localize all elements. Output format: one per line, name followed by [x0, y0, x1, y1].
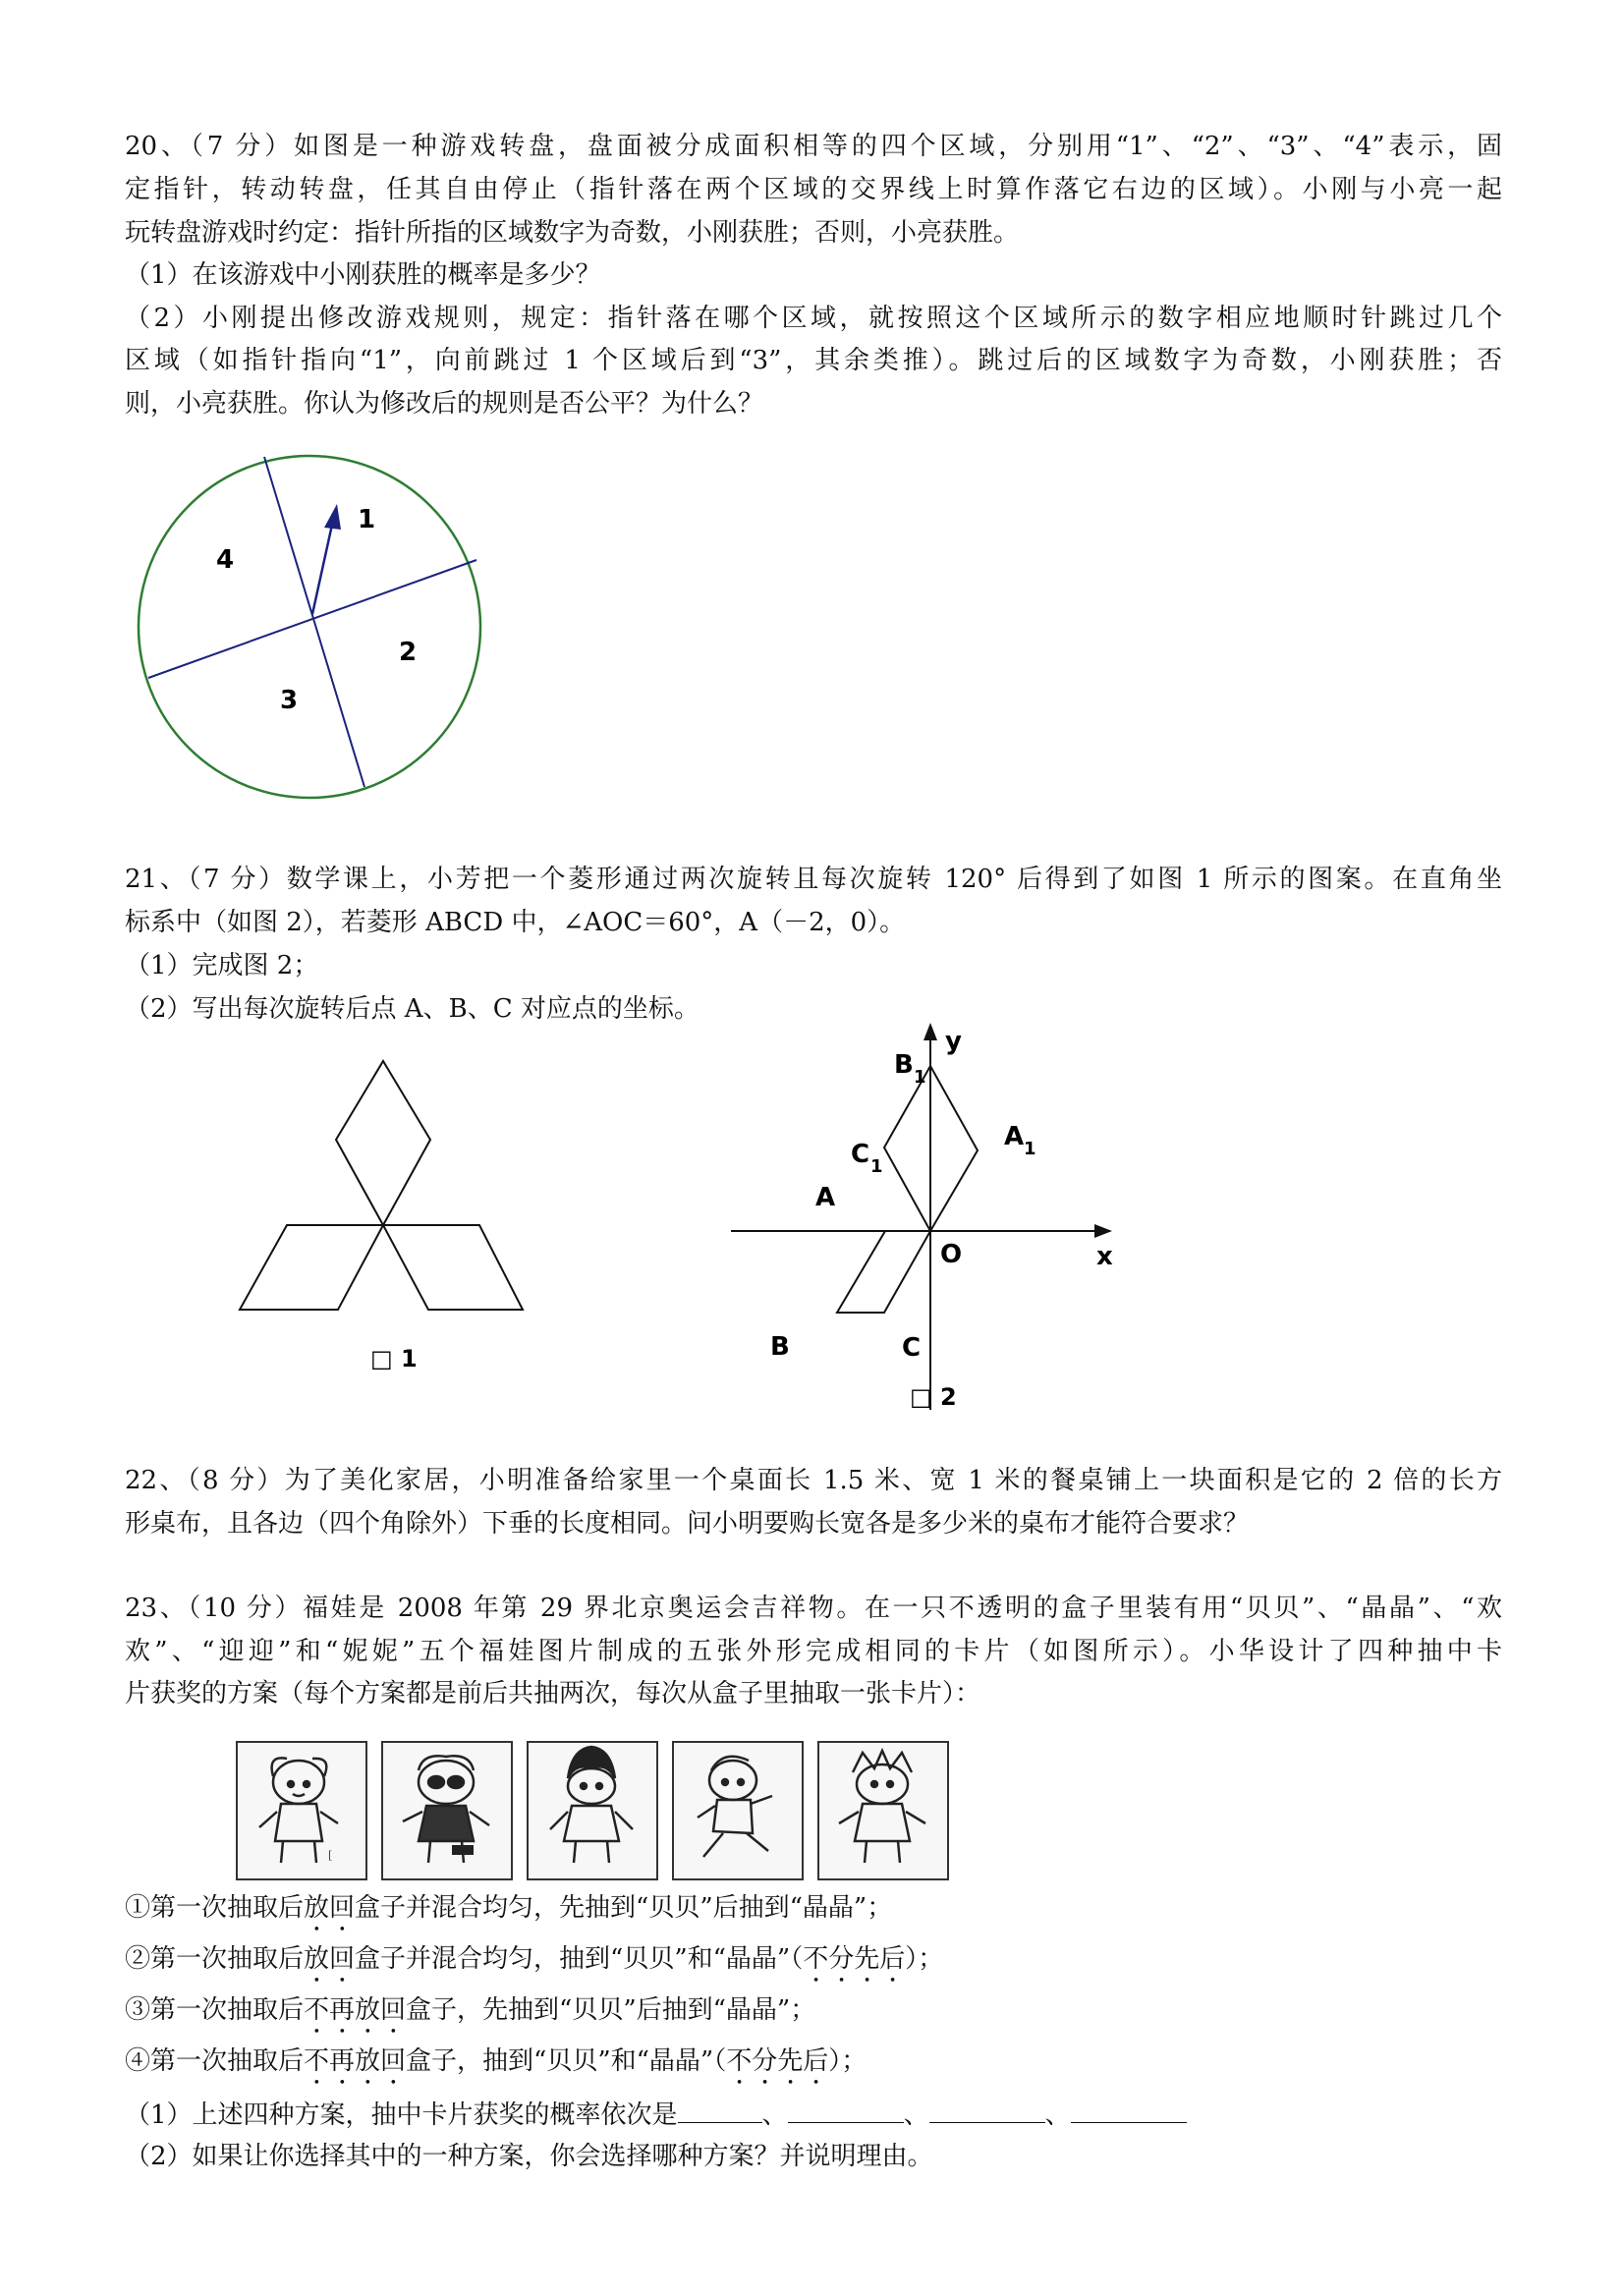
- answer-blank-4[interactable]: [1071, 2099, 1187, 2123]
- q21-line: 21、（7 分）数学课上，小芳把一个菱形通过两次旋转且每次旋转 120° 后得到了如图 1 所示的图案。在直角坐: [125, 865, 1502, 894]
- mascot-yingying-image: [674, 1743, 802, 1878]
- scheme-4: [125, 2046, 867, 2091]
- mascot-card-beibei: [236, 1741, 367, 1880]
- spinner-divider: [148, 560, 476, 678]
- mascot-card-nini: [817, 1741, 949, 1880]
- mascot-beibei-image: [238, 1743, 365, 1878]
- scheme-text: ）；: [828, 2046, 867, 2076]
- scheme-text: ①第一次抽取后: [125, 1893, 305, 1923]
- mascot-card-huanhuan: [527, 1741, 658, 1880]
- q20-sub2: （2）小刚提出修改游戏规则，规定：指针落在哪个区域，就按照这个区域所示的数字相应地顺时针跳过几个: [125, 304, 1502, 333]
- x-axis-arrow: [1094, 1224, 1112, 1238]
- mascot-card-jingjing: [381, 1741, 513, 1880]
- blank-separator: 、: [1044, 2100, 1071, 2130]
- point-label-a1-sub: 1: [1024, 1139, 1036, 1159]
- rhombus-top: [336, 1061, 430, 1225]
- scheme-3: [125, 1995, 815, 2040]
- scheme-emphasis: 不分先后: [726, 2046, 829, 2076]
- scheme-emphasis: 放回: [304, 1893, 356, 1923]
- scheme-text: 盒子，抽到“贝贝”和“晶晶”（: [406, 2046, 727, 2076]
- axis-label-x: x: [1096, 1242, 1113, 1271]
- answer-blank-3[interactable]: [929, 2099, 1045, 2123]
- scheme-text: 盒子并混合均匀，先抽到“贝贝”后抽到“晶晶”；: [355, 1893, 893, 1923]
- answer-blank-1[interactable]: [678, 2099, 762, 2123]
- region-label-2: 2: [399, 638, 418, 667]
- answer-blank-2[interactable]: [788, 2099, 904, 2123]
- mascot-nini-image: [819, 1743, 947, 1878]
- spinner-figure: [128, 447, 491, 811]
- q20-sub1: （1）在该游戏中小刚获胜的概率是多少？: [125, 260, 601, 290]
- q20-line: 玩转盘游戏时约定：指针所指的区域数字为奇数，小刚获胜；否则，小亮获胜。: [125, 218, 1020, 248]
- figure-2-caption: □ 2: [910, 1383, 957, 1411]
- figure-1: [226, 1061, 540, 1385]
- rhombus-left: [240, 1225, 383, 1310]
- q20-line: 20、（7 分）如图是一种游戏转盘，盘面被分成面积相等的四个区域，分别用“1”、“2”、“3”、“4”表示，固: [125, 132, 1502, 161]
- scheme-emphasis: 不再放回: [304, 2046, 407, 2076]
- mascot-card-yingying: [672, 1741, 804, 1880]
- spinner-divider: [264, 457, 364, 787]
- region-label-1: 1: [358, 505, 376, 534]
- axis-label-y: y: [945, 1027, 962, 1056]
- svg-text:[: [: [328, 1849, 333, 1862]
- q21-sub2: （2）写出每次旋转后点 A、B、C 对应点的坐标。: [125, 994, 700, 1024]
- q22-line: 22、（8 分）为了美化家居，小明准备给家里一个桌面长 1.5 米、宽 1 米的餐桌铺上一块面积是它的 2 倍的长方: [125, 1466, 1502, 1495]
- y-axis-arrow: [923, 1023, 937, 1040]
- point-label-b: B: [770, 1332, 790, 1362]
- point-label-a1: A: [1004, 1122, 1025, 1151]
- scheme-text: 盒子，先抽到“贝贝”后抽到“晶晶”；: [406, 1995, 816, 2025]
- point-label-c1-sub: 1: [870, 1156, 883, 1177]
- spinner-pointer: [312, 516, 334, 614]
- point-label-b1: B: [894, 1050, 914, 1080]
- scheme-emphasis: 放回: [304, 1944, 356, 1974]
- point-label-c: C: [902, 1333, 922, 1363]
- region-label-4: 4: [216, 545, 235, 575]
- figure-1-caption: □ 1: [370, 1345, 418, 1372]
- pointer-arrowhead: [324, 504, 341, 530]
- mascot-huanhuan-image: [529, 1743, 656, 1878]
- scheme-emphasis: 不分先后: [803, 1944, 906, 1974]
- mascot-jingjing-image: [383, 1743, 511, 1878]
- scheme-text: ）；: [905, 1944, 944, 1974]
- point-label-b1-sub: 1: [914, 1067, 926, 1088]
- q21-sub1: （1）完成图 2；: [125, 951, 319, 980]
- scheme-1: [125, 1893, 892, 1937]
- q23-line: 23、（10 分）福娃是 2008 年第 29 界北京奥运会吉祥物。在一只不透明的盒子里装有用“贝贝”、“晶晶”、“欢: [125, 1594, 1502, 1623]
- q21-line: 标系中（如图 2），若菱形 ABCD 中，∠AOC＝60°，A（－2，0）。: [125, 908, 906, 937]
- q23-line: 片获奖的方案（每个方案都是前后共抽两次，每次从盒子里抽取一张卡片）：: [125, 1679, 981, 1708]
- region-label-3: 3: [280, 686, 299, 715]
- sub1-text: （1）上述四种方案，抽中卡片获奖的概率依次是: [125, 2100, 678, 2130]
- scheme-2: [125, 1944, 943, 1988]
- scheme-text: ④第一次抽取后: [125, 2046, 305, 2076]
- point-label-c1: C: [851, 1140, 870, 1169]
- q23-sub1: [125, 2099, 1187, 2130]
- origin-label: O: [940, 1240, 963, 1269]
- q20-line: 则，小亮获胜。你认为修改后的规则是否公平？为什么？: [125, 389, 764, 419]
- rhombus-right: [383, 1225, 523, 1310]
- figure-2: [727, 1017, 1140, 1434]
- q20-line: 定指针，转动转盘，任其自由停止（指针落在两个区域的交界线上时算作落它右边的区域）。小刚与小亮一起: [125, 175, 1502, 204]
- q23-line: 欢”、“迎迎”和“妮妮”五个福娃图片制成的五张外形完成相同的卡片（如图所示）。小华设计了四种抽中卡: [125, 1637, 1502, 1666]
- scheme-text: ③第一次抽取后: [125, 1995, 305, 2025]
- scheme-text: ②第一次抽取后: [125, 1944, 305, 1974]
- point-label-a: A: [815, 1183, 836, 1212]
- q20-line: 区域（如指针指向“1”，向前跳过 1 个区域后到“3”，其余类推）。跳过后的区域数字为奇数，小刚获胜；否: [125, 346, 1502, 375]
- blank-separator: 、: [903, 2100, 929, 2130]
- q22-line: 形桌布，且各边（四个角除外）下垂的长度相同。问小明要购长宽各是多少米的桌布才能符合要求？: [125, 1509, 1250, 1539]
- blank-separator: 、: [761, 2100, 788, 2130]
- scheme-text: 盒子并混合均匀，抽到“贝贝”和“晶晶”（: [355, 1944, 804, 1974]
- spinner-circle: [139, 456, 480, 798]
- rhombus-abcd: [837, 1231, 930, 1313]
- scheme-emphasis: 不再放回: [304, 1995, 407, 2025]
- q23-sub2: （2）如果让你选择其中的一种方案，你会选择哪种方案？并说明理由。: [125, 2142, 933, 2171]
